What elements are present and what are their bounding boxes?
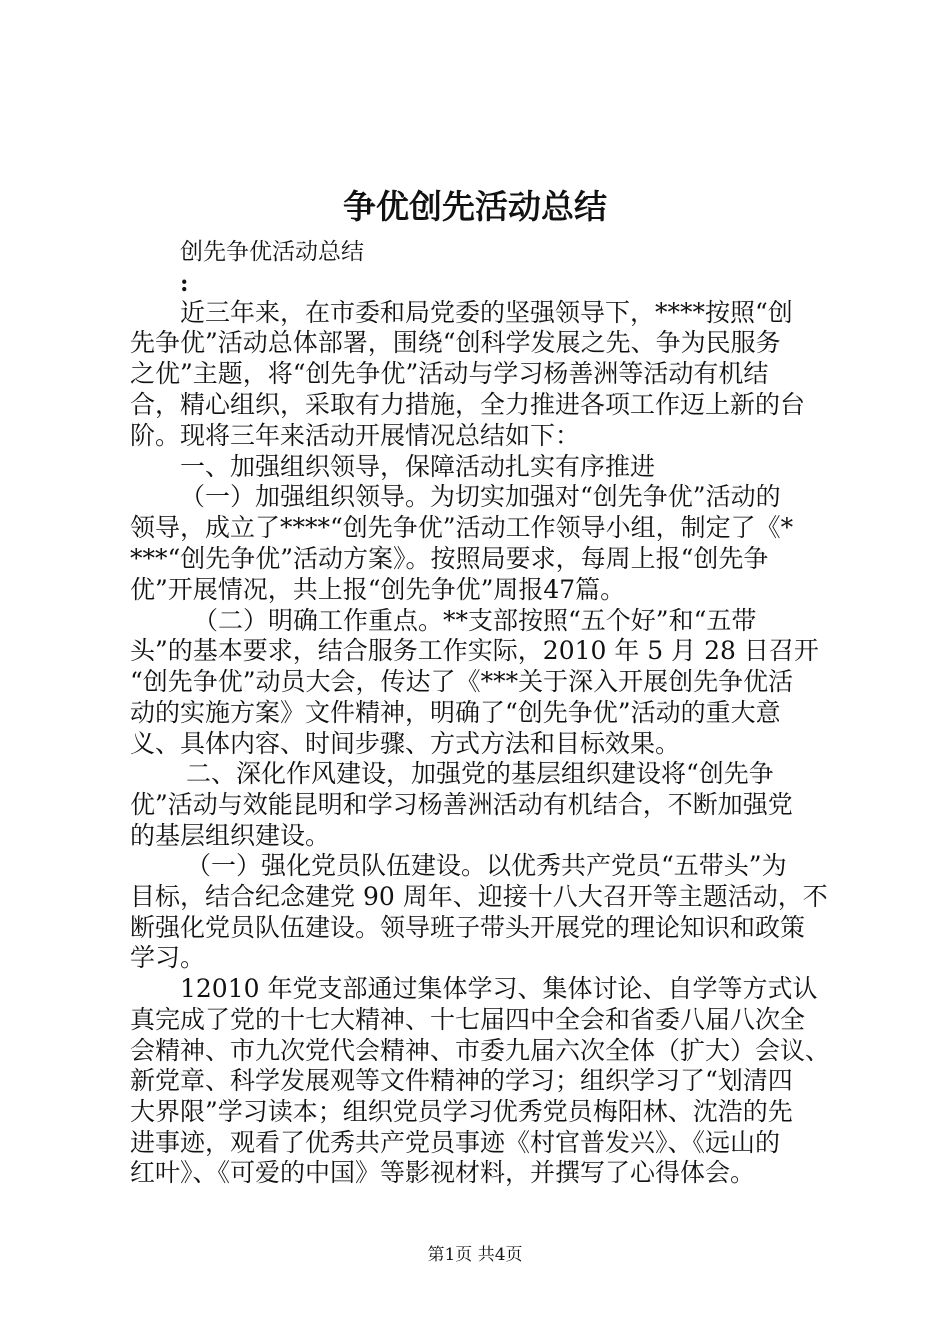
body-line: ***“创先争优”活动方案》。按照局要求，每周上报“创先争 <box>130 544 769 573</box>
body-line: （一）强化党员队伍建设。以优秀共产党员“五带头”为 <box>186 851 787 880</box>
body-line: 阶。现将三年来活动开展情况总结如下： <box>130 421 581 450</box>
body-line: 目标，结合纪念建党 90 周年、迎接十八大召开等主题活动，不 <box>130 882 828 911</box>
body-line: （一）加强组织领导。为切实加强对“创先争优”活动的 <box>180 482 781 511</box>
body-line: 断强化党员队伍建设。领导班子带头开展党的理论知识和政策 <box>130 913 806 942</box>
body-line: 近三年来，在市委和局党委的坚强领导下，****按照“创 <box>180 298 793 327</box>
body-line: 优”开展情况，共上报“创先争优”周报47篇。 <box>130 575 626 604</box>
body-line: 动的实施方案》文件精神，明确了“创先争优”活动的重大意 <box>130 698 781 727</box>
body-line: （二）明确工作重点。**支部按照“五个好”和“五带 <box>193 606 757 635</box>
body-line: 红叶》、《可爱的中国》等影视材料，并撰写了心得体会。 <box>130 1158 756 1187</box>
body-line: 会精神、市九次党代会精神、市委九届六次全体（扩大）会议、 <box>130 1036 831 1065</box>
document-subtitle: 创先争优活动总结 <box>180 239 364 265</box>
body-line: 之优”主题，将“创先争优”活动与学习杨善洲等活动有机结 <box>130 359 769 388</box>
body-line: 领导，成立了****“创先争优”活动工作领导小组，制定了《* <box>130 513 794 542</box>
body-line: 头”的基本要求，结合服务工作实际，2010 年 5 月 28 日召开 <box>130 636 819 665</box>
body-line: 学习。 <box>130 943 206 972</box>
body-line: “创先争优”动员大会，传达了《***关于深入开展创先争优活 <box>130 667 794 696</box>
body-line: 合，精心组织，采取有力措施，全力推进各项工作迈上新的台 <box>130 390 806 419</box>
body-line: 义、具体内容、时间步骤、方式方法和目标效果。 <box>130 729 681 758</box>
body-line: 12010 年党支部通过集体学习、集体讨论、自学等方式认 <box>180 974 818 1003</box>
section-heading: 二、深化作风建设，加强党的基层组织建设将“创先争 <box>186 759 774 788</box>
body-line: 先争优”活动总体部署，围绕“创科学发展之先、争为民服务 <box>130 328 781 357</box>
body-line: 大界限”学习读本；组织党员学习优秀党员梅阳林、沈浩的先 <box>130 1097 793 1126</box>
body-line: 的基层组织建设。 <box>130 821 331 850</box>
body-line: 优”活动与效能昆明和学习杨善洲活动有机结合，不断加强党 <box>130 790 793 819</box>
body-line: 新党章、科学发展观等文件精神的学习；组织学习了“划清四 <box>130 1066 793 1095</box>
document-title: 争优创先活动总结 <box>343 187 607 226</box>
subtitle-colon: : <box>180 270 189 297</box>
section-heading: 一、加强组织领导，保障活动扎实有序推进 <box>180 452 656 481</box>
body-line: 真完成了党的十七大精神、十七届四中全会和省委八届八次全 <box>130 1005 806 1034</box>
page-footer: 第1页 共4页 <box>427 1245 523 1265</box>
body-line: 进事迹，观看了优秀共产党员事迹《村官普发兴》、《远山的 <box>130 1128 781 1157</box>
